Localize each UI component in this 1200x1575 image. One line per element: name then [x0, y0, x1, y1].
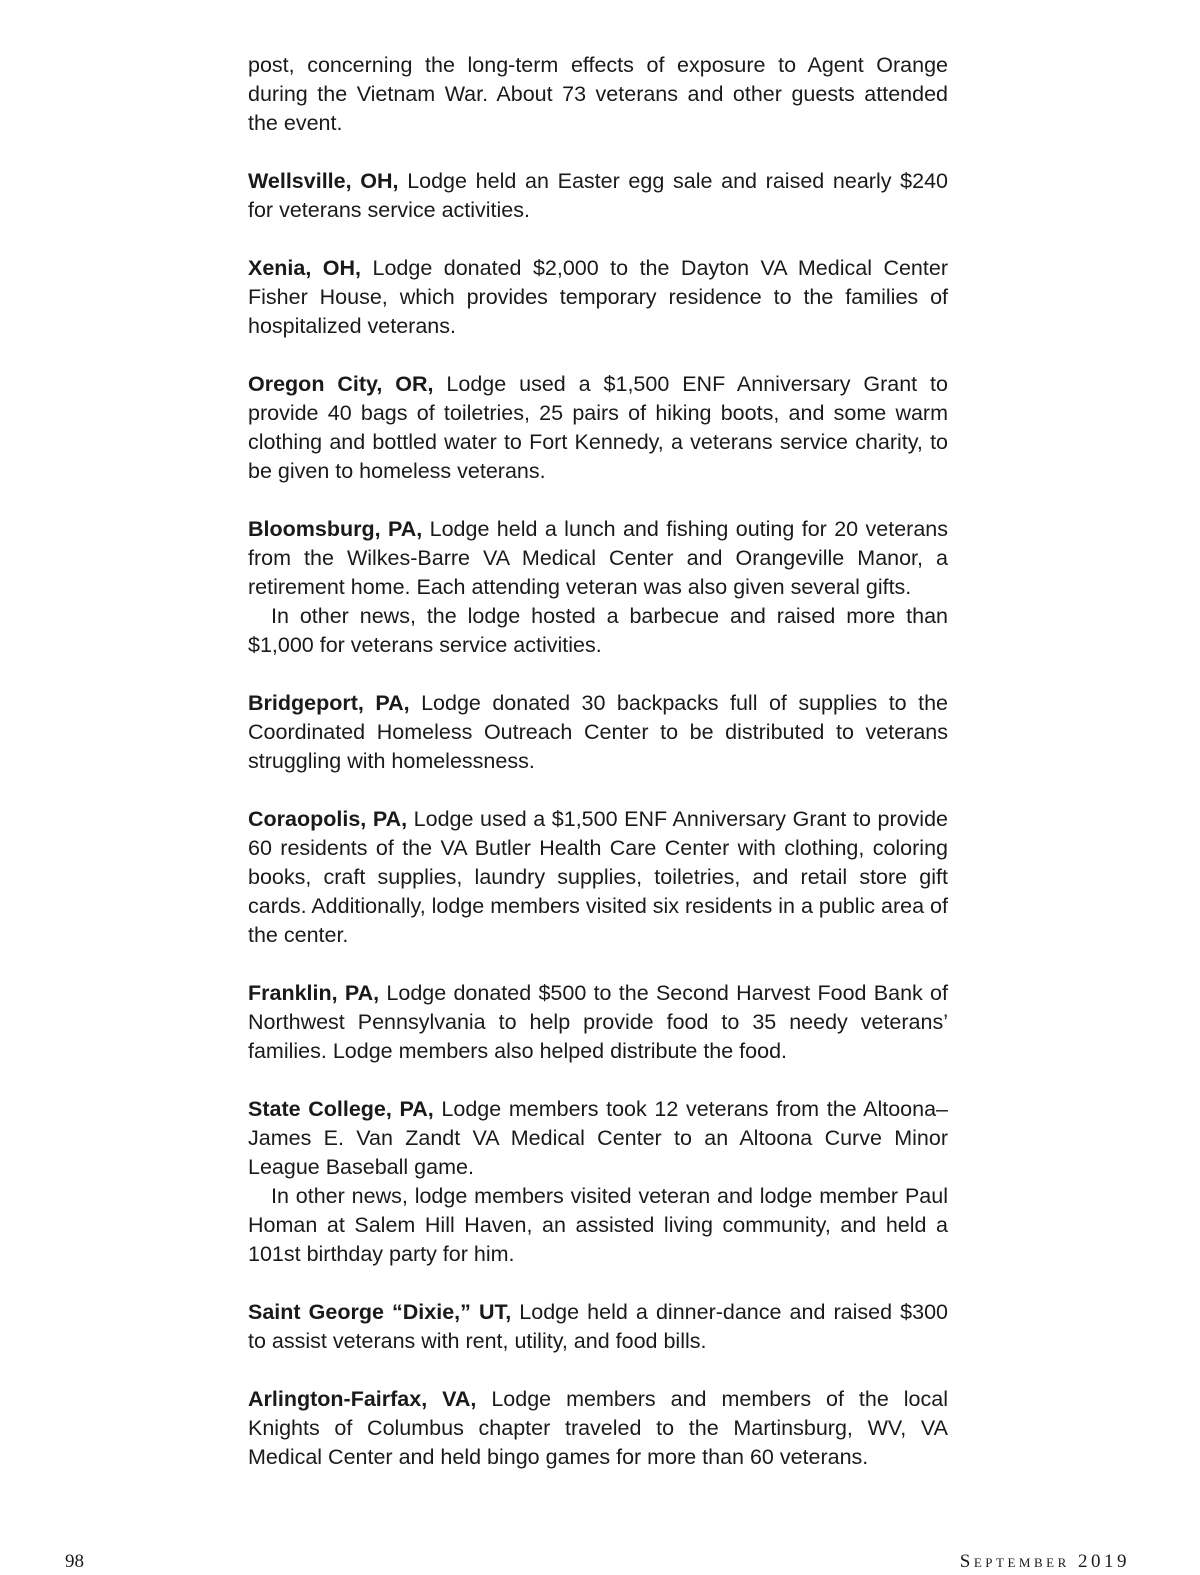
- entry-state-college-pa: [248, 1095, 948, 1269]
- entry-location: Oregon City, OR,: [248, 372, 434, 396]
- entry-bloomsburg-pa: [248, 515, 948, 660]
- entry-location: Saint George “Dixie,” UT,: [248, 1300, 512, 1324]
- entry-saint-george-ut: [248, 1298, 948, 1356]
- entry-franklin-pa: [248, 979, 948, 1066]
- entry-paragraph: [248, 1095, 948, 1182]
- entry-paragraph: [248, 167, 948, 225]
- issue-date: September 2019: [959, 1551, 1130, 1572]
- entry-text: Lodge donated $2,000 to the Dayton VA Medical Center Fisher House, which provides temporary residence to the families of hospitalized veterans.: [248, 256, 948, 338]
- entry-text: Lodge used a $1,500 ENF Anniversary Grant to provide 60 residents of the VA Butler Health Care Center with clothing, coloring books, craft supplies, laundry supplies, toiletries, and retail store gift cards. Additionally, lodge members visited six residents in a public area of the center.: [248, 807, 948, 947]
- entry-bridgeport-pa: [248, 689, 948, 776]
- entry-paragraph: [248, 1385, 948, 1472]
- entry-wellsville-oh: [248, 167, 948, 225]
- entry-paragraph: [248, 805, 948, 950]
- intro-entry: [248, 51, 948, 138]
- entry-text: Lodge members and members of the local Knights of Columbus chapter traveled to the Martinsburg, WV, VA Medical Center and held bingo games for more than 60 veterans.: [248, 1387, 948, 1469]
- entry-text: Lodge used a $1,500 ENF Anniversary Grant to provide 40 bags of toiletries, 25 pairs of hiking boots, and some warm clothing and bottled water to Fort Kennedy, a veterans service charity, to be given to homeless veterans.: [248, 372, 948, 483]
- entry-oregon-city-or: [248, 370, 948, 486]
- page-number: 98: [65, 1551, 84, 1572]
- entry-location: Xenia, OH,: [248, 256, 362, 280]
- entry-continuation-paragraph: In other news, lodge members visited veteran and lodge member Paul Homan at Salem Hill Haven, an assisted living community, and held a 101st birthday party for him.: [248, 1184, 948, 1266]
- entry-continuation-paragraph: In other news, the lodge hosted a barbecue and raised more than $1,000 for veterans service activities.: [248, 604, 948, 657]
- entry-location: State College, PA,: [248, 1097, 434, 1121]
- entry-coraopolis-pa: [248, 805, 948, 950]
- entry-location: Franklin, PA,: [248, 981, 380, 1005]
- entry-paragraph: [248, 689, 948, 776]
- entry-paragraph: [248, 515, 948, 602]
- entry-xenia-oh: [248, 254, 948, 341]
- entry-paragraph: [248, 1298, 948, 1356]
- entry-paragraph: [248, 979, 948, 1066]
- entry-text: Lodge held a lunch and fishing outing for 20 veterans from the Wilkes-Barre VA Medical Center and Orangeville Manor, a retirement home. Each attending veteran was also given several gifts.: [248, 517, 948, 599]
- entry-text: Lodge members took 12 veterans from the Altoona–James E. Van Zandt VA Medical Center to an Altoona Curve Minor League Baseball game.: [248, 1097, 948, 1179]
- entry-text: Lodge donated $500 to the Second Harvest Food Bank of Northwest Pennsylvania to help provide food to 35 needy veterans’ families. Lodge members also helped distribute the food.: [248, 981, 948, 1063]
- entry-location: Bloomsburg, PA,: [248, 517, 423, 541]
- entry-location: Arlington-Fairfax, VA,: [248, 1387, 477, 1411]
- entry-arlington-fairfax-va: [248, 1385, 948, 1472]
- entry-location: Wellsville, OH,: [248, 169, 399, 193]
- intro-paragraph: post, concerning the long-term effects of exposure to Agent Orange during the Vietnam War. About 73 veterans and other guests attended the event.: [248, 53, 948, 135]
- entry-location: Bridgeport, PA,: [248, 691, 410, 715]
- entry-paragraph: [248, 254, 948, 341]
- entry-paragraph: [248, 370, 948, 486]
- article-column: [248, 51, 948, 1501]
- entry-text: Lodge donated 30 backpacks full of supplies to the Coordinated Homeless Outreach Center to be distributed to veterans struggling with homelessness.: [248, 691, 949, 773]
- entry-location: Coraopolis, PA,: [248, 807, 408, 831]
- entry-text: Lodge held an Easter egg sale and raised nearly $240 for veterans service activities.: [248, 169, 948, 222]
- entry-text: Lodge held a dinner-dance and raised $300 to assist veterans with rent, utility, and food bills.: [248, 1300, 948, 1353]
